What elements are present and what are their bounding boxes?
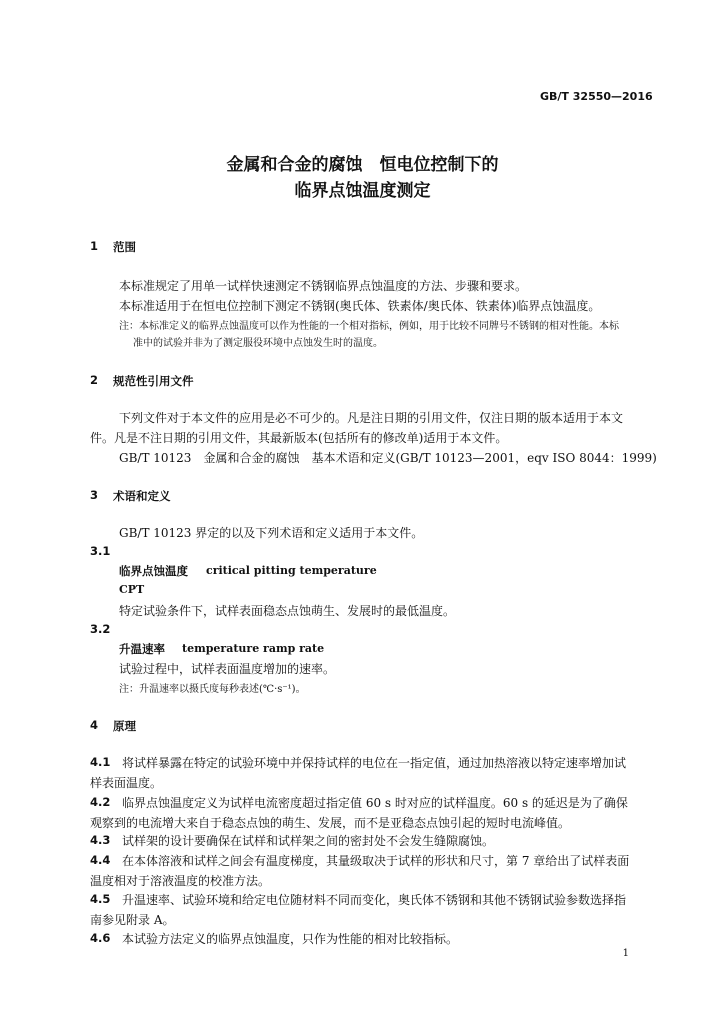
section-2-paragraph-line2: 件。凡是不注日期的引用文件，其最新版本(包括所有的修改单)适用于本文件。	[90, 431, 508, 445]
clause-4-4-line1: 在本体溶液和试样之间会有温度梯度，其量级取决于试样的形状和尺寸，第 7 章给出了试样表面	[122, 854, 630, 868]
term-3-1-definition: 特定试验条件下，试样表面稳态点蚀萌生、发展时的最低温度。	[119, 604, 456, 618]
clause-4-3-line1: 试样架的设计要确保在试样和试样架之间的密封处不会发生缝隙腐蚀。	[122, 834, 495, 848]
term-3-2-definition: 试验过程中，试样表面温度增加的速率。	[119, 662, 336, 676]
clause-4-1-line1: 将试样暴露在特定的试验环境中并保持试样的电位在一指定值，通过加热溶液以特定速率增加试	[122, 756, 627, 770]
term-3-1-name: 临界点蚀温度	[119, 564, 188, 578]
section-1-note-line2: 准中的试验并非为了测定服役环境中点蚀发生时的温度。	[133, 338, 383, 349]
clause-4-5-line1: 升温速率、试验环境和给定电位随材料不同而变化，奥氏体不锈钢和其他不锈钢试验参数选择指	[122, 893, 627, 907]
section-2-heading: 规范性引用文件	[113, 374, 194, 388]
clause-4-4-line2: 温度相对于溶液温度的校准方法。	[90, 874, 271, 888]
section-1-heading: 范围	[113, 240, 136, 254]
clause-4-1-number: 4.1	[90, 755, 111, 769]
document-title-line2: 临界点蚀温度测定	[294, 181, 431, 201]
document-title-line1: 金属和合金的腐蚀 恒电位控制下的	[226, 155, 499, 175]
term-3-1-number: 3.1	[90, 544, 111, 558]
section-4-heading: 原理	[113, 719, 136, 733]
term-3-2-name: 升温速率	[119, 642, 165, 656]
term-3-2-number: 3.2	[90, 622, 111, 636]
clause-4-5-number: 4.5	[90, 892, 111, 906]
section-1-number: 1	[90, 239, 99, 253]
clause-4-6-line1: 本试验方法定义的临界点蚀温度，只作为性能的相对比较指标。	[122, 932, 459, 946]
clause-4-4-number: 4.4	[90, 853, 111, 867]
section-3-number: 3	[90, 488, 99, 502]
clause-4-6-number: 4.6	[90, 931, 111, 945]
term-3-1-english: critical pitting temperature	[206, 564, 377, 577]
clause-4-1-line2: 样表面温度。	[90, 776, 163, 790]
section-3-intro: GB/T 10123 界定的以及下列术语和定义适用于本文件。	[119, 526, 424, 540]
section-2-number: 2	[90, 373, 99, 387]
section-1-paragraph-2: 本标准适用于在恒电位控制下测定不锈钢(奥氏体、铁素体/奥氏体、铁素体)临界点蚀温度。	[119, 299, 601, 313]
page-number: 1	[622, 948, 629, 959]
section-2-reference: GB/T 10123 金属和合金的腐蚀 基本术语和定义(GB/T 10123—2001，eqv ISO 8044：1999)	[119, 451, 657, 465]
clause-4-2-line2: 观察到的电流增大来自于稳态点蚀的萌生、发展，而不是亚稳态点蚀引起的短时电流峰值。	[90, 816, 571, 830]
clause-4-3-number: 4.3	[90, 833, 111, 847]
clause-4-2-number: 4.2	[90, 795, 111, 809]
term-3-2-note: 注：升温速率以摄氏度每秒表述(℃·s⁻¹)。	[119, 684, 306, 695]
section-2-paragraph-line1: 下列文件对于本文件的应用是必不可少的。凡是注日期的引用文件，仅注日期的版本适用于本文	[119, 411, 624, 425]
term-3-1-abbreviation: CPT	[119, 583, 145, 596]
clause-4-2-line1: 临界点蚀温度定义为试样电流密度超过指定值 60 s 时对应的试样温度。60 s 的延迟是为了确保	[122, 796, 628, 810]
term-3-2-english: temperature ramp rate	[182, 642, 325, 655]
section-4-number: 4	[90, 718, 99, 732]
section-3-heading: 术语和定义	[113, 489, 171, 503]
section-1-note-line1: 注：本标准定义的临界点蚀温度可以作为性能的一个相对指标，例如，用于比较不同牌号不锈钢的相对性能。本标	[119, 321, 619, 332]
clause-4-5-line2: 南参见附录 A。	[90, 913, 175, 927]
standard-number: GB/T 32550—2016	[540, 90, 653, 103]
section-1-paragraph-1: 本标准规定了用单一试样快速测定不锈钢临界点蚀温度的方法、步骤和要求。	[119, 279, 528, 293]
